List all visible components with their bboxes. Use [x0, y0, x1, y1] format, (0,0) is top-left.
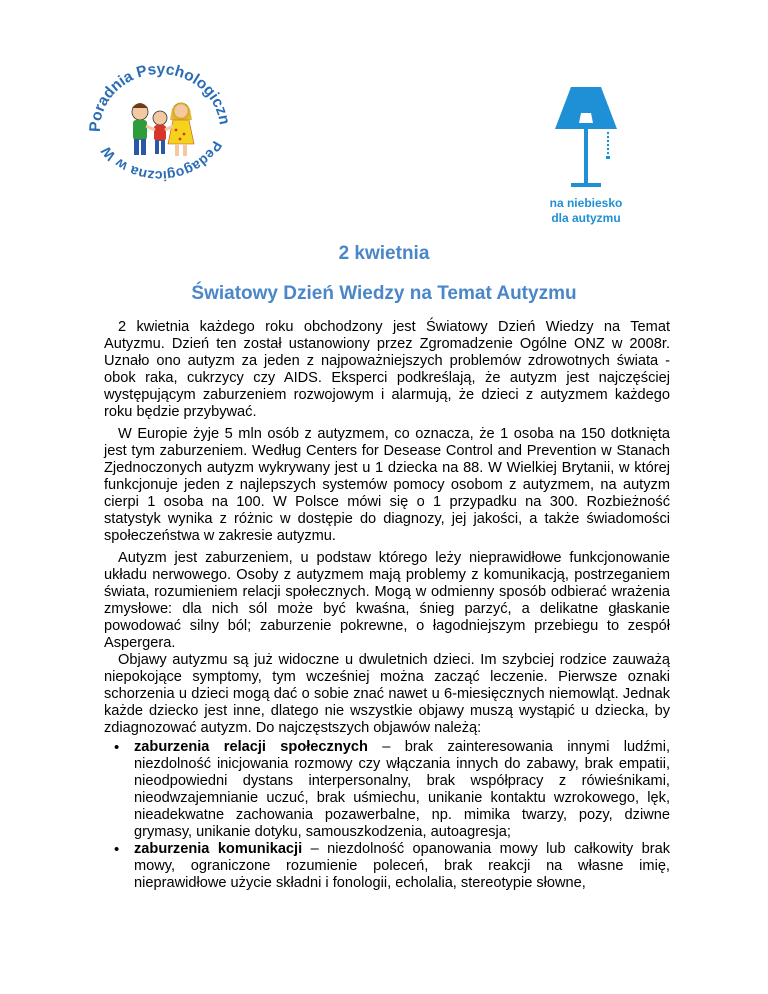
logo-tagline-line1: na niebiesko [549, 196, 623, 210]
counseling-center-logo [88, 62, 230, 188]
list-item-term: zaburzenia komunikacji [134, 841, 303, 857]
paragraph: Autyzm jest zaburzeniem, u podstaw którego leży nieprawidłowe funkcjonowanie układu nerwowego. Osoby z autyzmem mają problemy z komunikacją, postrzeganiem świata, rozumieniem relacji społecznych. Mogą w odmienny sposób odbierać wrażenia zmysłowe: dla nich sól może być kwaśna, śnieg parzyć, a delikatne głaskanie powodować silny ból; zaburzenie pokrewne, o łagodniejszym przebiegu to zespół Aspergera. [104, 550, 670, 651]
lamp-icon [555, 87, 617, 187]
list-item [134, 841, 670, 892]
list-item [134, 739, 670, 841]
children-icon [132, 103, 194, 157]
list-item-text: – niezdolność opanowania mowy lub całkowity brak mowy, ograniczone rozumienie poleceń, brak reakcji na własne imię, nieprawidłowe użycie składni i fonologii, echolalia, stereotypie słowne, [134, 841, 670, 891]
logo-arc-text-bottom: Pedagogiczna w W [97, 138, 226, 185]
symptom-list [104, 739, 670, 892]
paragraph: Objawy autyzmu są już widoczne u dwuletnich dzieci. Im szybciej rodzice zauważą niepokojące symptomy, tym wcześniej można zacząć leczenie. Pierwsze oznaki schorzenia u dzieci mogą dać o sobie znać nawet u 6-miesięcznych niemowląt. Jednak każde dziecko jest inne, dlatego nie wszystkie objawy muszą wystąpić u dziecka, by zdiagnozować autyzm. Do najczęstszych objawów należą: [104, 652, 670, 736]
list-item-term: zaburzenia relacji społecznych [134, 739, 368, 755]
logo-arc-text-top: Poradnia Psychologicz [88, 62, 230, 133]
paragraph: W Europie żyje 5 mln osób z autyzmem, co oznacza, że 1 osoba na 150 dotknięta jest tym zaburzeniem. Według Centers for Desease Control and Prevention w Stanach Zjednoczonych autyzm wykrywany jest u 1 dziecka na 88. W Wielkiej Brytanii, w której funkcjonuje jeden z najlepszych systemów pomocy osobom z autyzmem, na autyzm cierpi 1 osoba na 100. W Polsce mówi się o 1 przypadku na 300. Rozbieżność statystyk wynika z różnic w dostępie do diagnozy, jej jakości, a także świadomości społeczeństwa w zakresie autyzmu. [104, 426, 670, 544]
autism-awareness-logo [527, 83, 645, 235]
document-date: 2 kwietnia [338, 243, 430, 264]
list-item-text: – brak zainteresowania innymi ludźmi, niezdolność inicjowania rozmowy czy włączania innych do zabawy, brak empatii, nieodpowiedni dystans interpersonalny, brak współpracy z rówieśnikami, nieodwzajemnianie uczuć, brak uśmiechu, unikanie kontaktu wzrokowego, lęk, nieadekwatne zachowania pozawerbalne, np. mimika twarzy, pozy, dziwne grymasy, unikanie dotyku, samouszkodzenia, autoagresja; [134, 739, 671, 840]
document-heading: Światowy Dzień Wiedzy na Temat Autyzmu [191, 283, 577, 304]
document-body [104, 319, 670, 892]
paragraph: 2 kwietnia każdego roku obchodzony jest Światowy Dzień Wiedzy na Temat Autyzmu. Dzień ten został ustanowiony przez Zgromadzenie Ogólne ONZ w 2008r. Uznało ono autyzm za jeden z najpoważniejszych problemów zdrowotnych świata - obok raka, cukrzycy czy AIDS. Eksperci podkreślają, że autyzm jest najczęściej występującym zaburzeniem rozwojowym i alarmują, że dzieci z autyzmem każdego roku będzie przybywać. [104, 319, 670, 420]
logo-tagline-line2: dla autyzmu [551, 211, 621, 225]
